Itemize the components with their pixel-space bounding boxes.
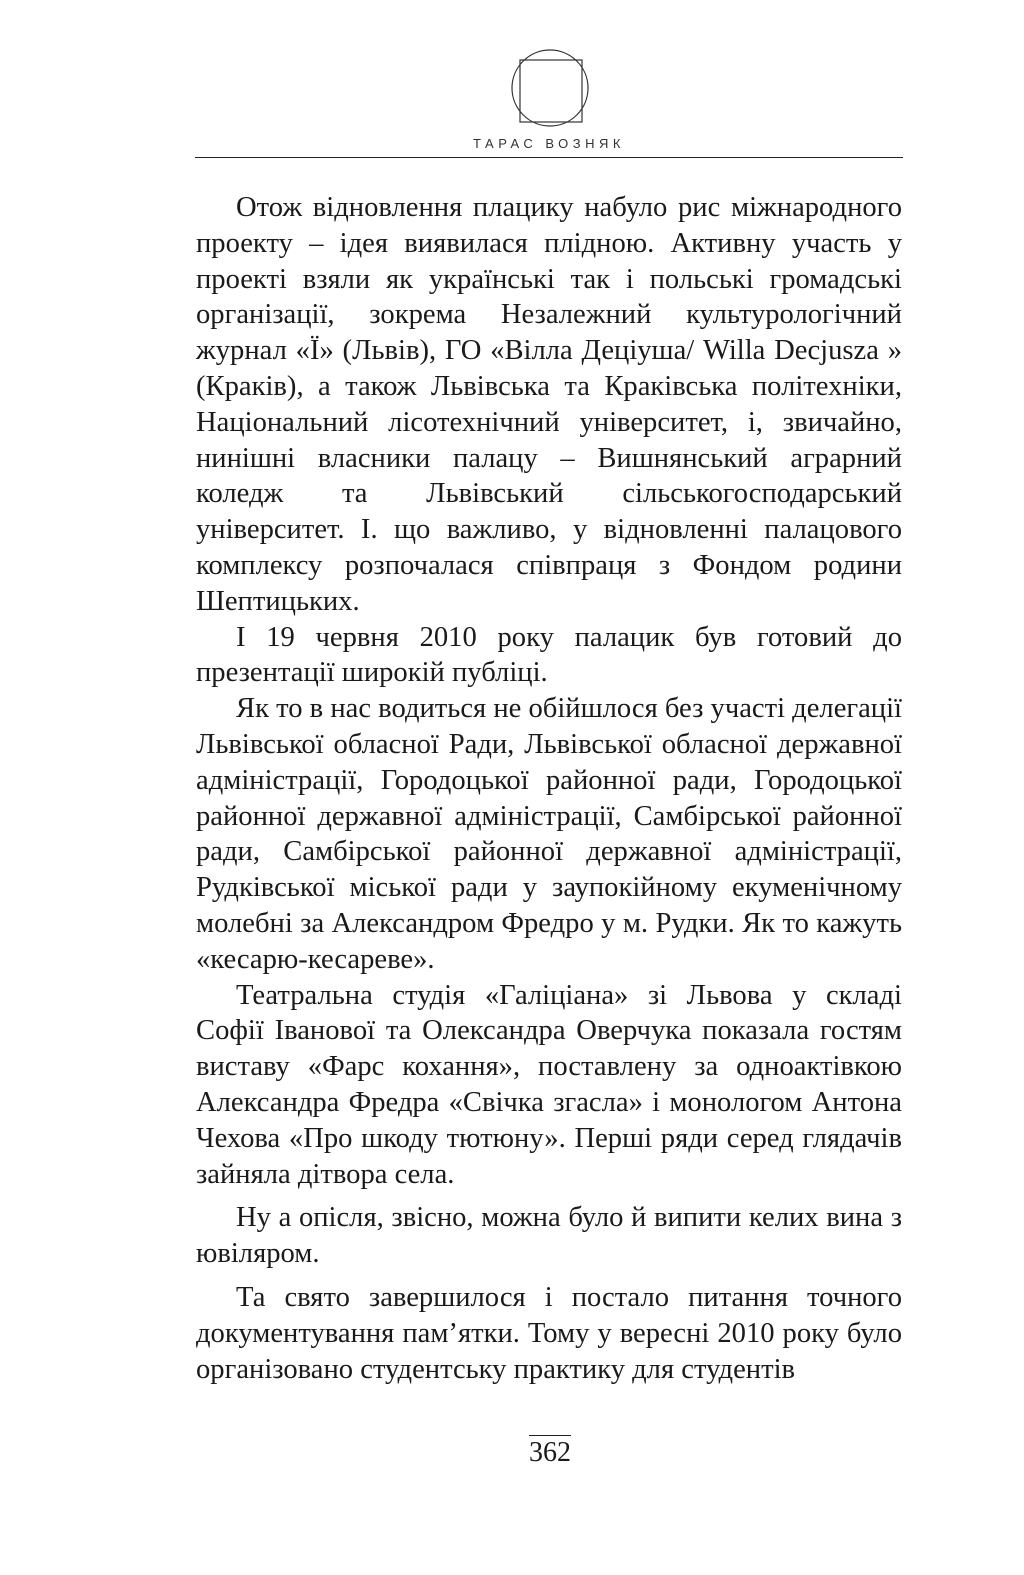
- paragraph: Як то в нас водиться не обійшлося без участі делегації Львівської обласної Ради, Львівської обласної державної адміністрації, Городоцької районної ради, Городоцької районної державної адміністрації, Самбірської районної ради, Самбірської районної державної адміністрації, Рудківської міської ради у заупокійному екуменічному молебні за Александром Фредро у м. Рудки. Як то кажуть «кесарю-кесареве».: [196, 693, 902, 975]
- paragraph: Ну а опісля, звісно, можна було й випити келих вина з ювіляром.: [196, 1202, 902, 1270]
- page-number-text: 362: [529, 1437, 571, 1468]
- running-head-title: ТАРАС ВОЗНЯК: [473, 136, 625, 151]
- body-text: [196, 190, 902, 1387]
- paragraph: Отож відновлення плацику набуло рис міжнародного проекту – ідея виявилася плідною. Активну участь у проекті взяли як українські так і польські громадські організації, зокрема Незалежний культурологічний журнал «Ї» (Львів), ГО «Вілла Деціуша/ Willa Decjusza » (Краків), а також Львівська та Краківська політехніки, Національний лісотехнічний університет, і, звичайно, нинішні власники палацу – Вишнянський аграрний коледж та Львівський сільськогосподарський університет. І. що важливо, у відновленні палацового комплексу розпочалася співпраця з Фондом родини Шептицьких.: [196, 192, 902, 617]
- circle-square-logo-icon: [510, 48, 590, 128]
- page-number: [0, 1437, 1024, 1469]
- header-rule: [195, 157, 903, 158]
- paragraph: Театральна студія «Галіціана» зі Львова у складі Софії Іванової та Олександра Оверчука показала гостям виставу «Фарс кохання», поставлену за одноактівкою Александра Фредра «Свічка згасла» і монологом Антона Чехова «Про шкоду тютюну». Перші ряди серед глядачів зайняла дітвора села.: [196, 979, 902, 1190]
- paragraph: Та свято завершилося і постало питання точного документування пам’ятки. Тому у вересні 2010 року було організовано студентську практику для студентів: [196, 1281, 902, 1385]
- paragraph: І 19 червня 2010 року палацик був готовий до презентації широкій публіці.: [196, 621, 902, 689]
